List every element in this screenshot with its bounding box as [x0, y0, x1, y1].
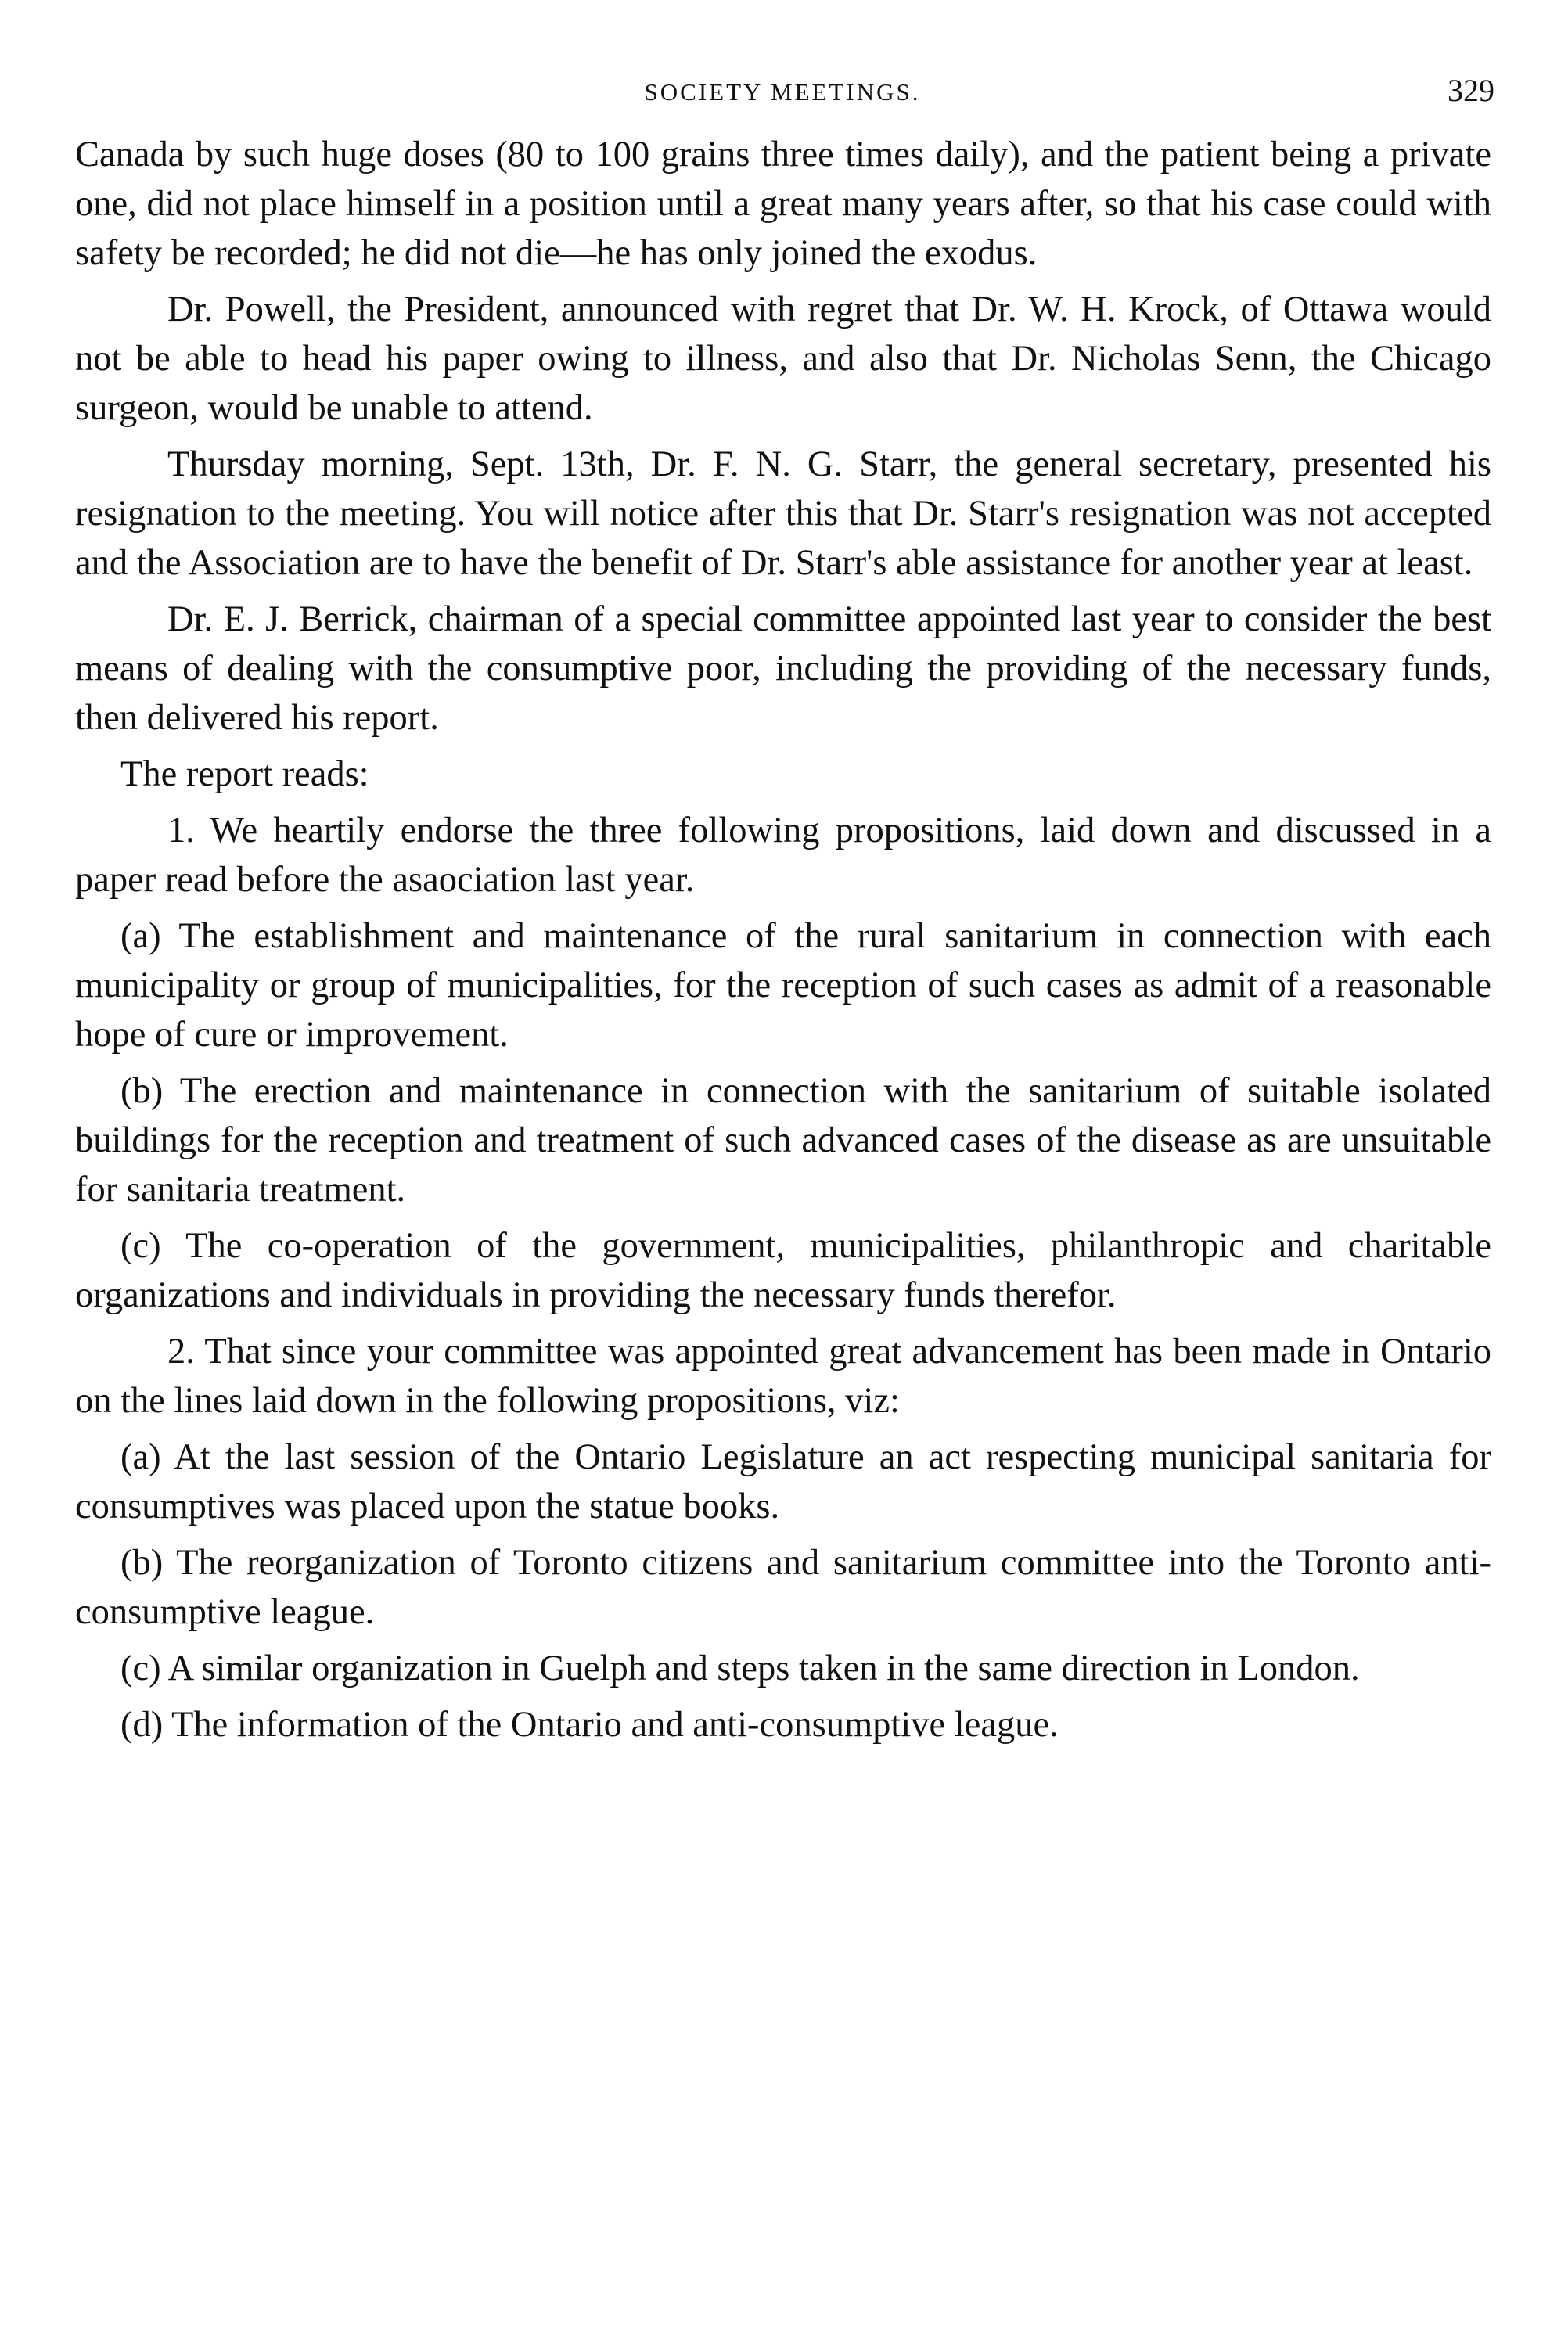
paragraph-item-1: 1. We heartily endorse the three following propositions, laid down and discussed in a paper read before the asaociation last year.: [75, 811, 1491, 900]
paragraph-report-reads: The report reads:: [120, 754, 369, 794]
body-text: [75, 130, 1491, 1756]
paragraph-canada-doses: Canada by such huge doses (80 to 100 grains three times daily), and the patient being a private one, did not place himself in a position until a great many years after, so that his case could with safety be recorded; he did not die—he has only joined the exodus.: [75, 135, 1491, 273]
paragraph-item-1a: (a) The establishment and maintenance of the rural sanitarium in connection with each municipality or group of municipalities, for the reception of such cases as admit of a reasonable hope of cure or improvement.: [75, 916, 1491, 1055]
paragraph-item-2: 2. That since your committee was appointed great advancement has been made in Ontario on the lines laid down in the following propositions, viz:: [75, 1332, 1491, 1421]
paragraph-berrick-report: Dr. E. J. Berrick, chairman of a special committee appointed last year to consider the best means of dealing with the consumptive poor, including the providing of the necessary funds, then delivered his report.: [75, 599, 1491, 738]
paragraph-item-1c: (c) The co-operation of the government, municipalities, philanthropic and charitable organizations and individuals in providing the necessary funds therefor.: [75, 1226, 1491, 1315]
paragraph-item-2b: (b) The reorganization of Toronto citizens and sanitarium committee into the Toronto anti-consumptive league.: [75, 1543, 1491, 1632]
paragraph-item-1b: (b) The erection and maintenance in connection with the sanitarium of suitable isolated buildings for the reception and treatment of such advanced cases of the disease as are unsuitable for sanitaria treatment.: [75, 1071, 1491, 1210]
running-head: [70, 67, 1494, 114]
running-title: SOCIETY MEETINGS.: [644, 78, 921, 106]
paragraph-president-announcement: Dr. Powell, the President, announced with regret that Dr. W. H. Krock, of Ottawa would not be able to head his paper owing to illness, and also that Dr. Nicholas Senn, the Chicago surgeon, would be unable to attend.: [75, 289, 1491, 428]
paragraph-starr-resignation: Thursday morning, Sept. 13th, Dr. F. N. G. Starr, the general secretary, presented his resignation to the meeting. You will notice after this that Dr. Starr's resignation was not accepted and the Association are to have the benefit of Dr. Starr's able assistance for another year at least.: [75, 444, 1491, 583]
paragraph-item-2d: (d) The information of the Ontario and anti-consumptive league.: [120, 1705, 1059, 1745]
paragraph-item-2a: (a) At the last session of the Ontario Legislature an act respecting municipal sanitaria for consumptives was placed upon the statue books.: [75, 1437, 1491, 1526]
paragraph-item-2c: (c) A similar organization in Guelph and steps taken in the same direction in London.: [120, 1648, 1360, 1688]
page-number: 329: [1448, 73, 1494, 108]
